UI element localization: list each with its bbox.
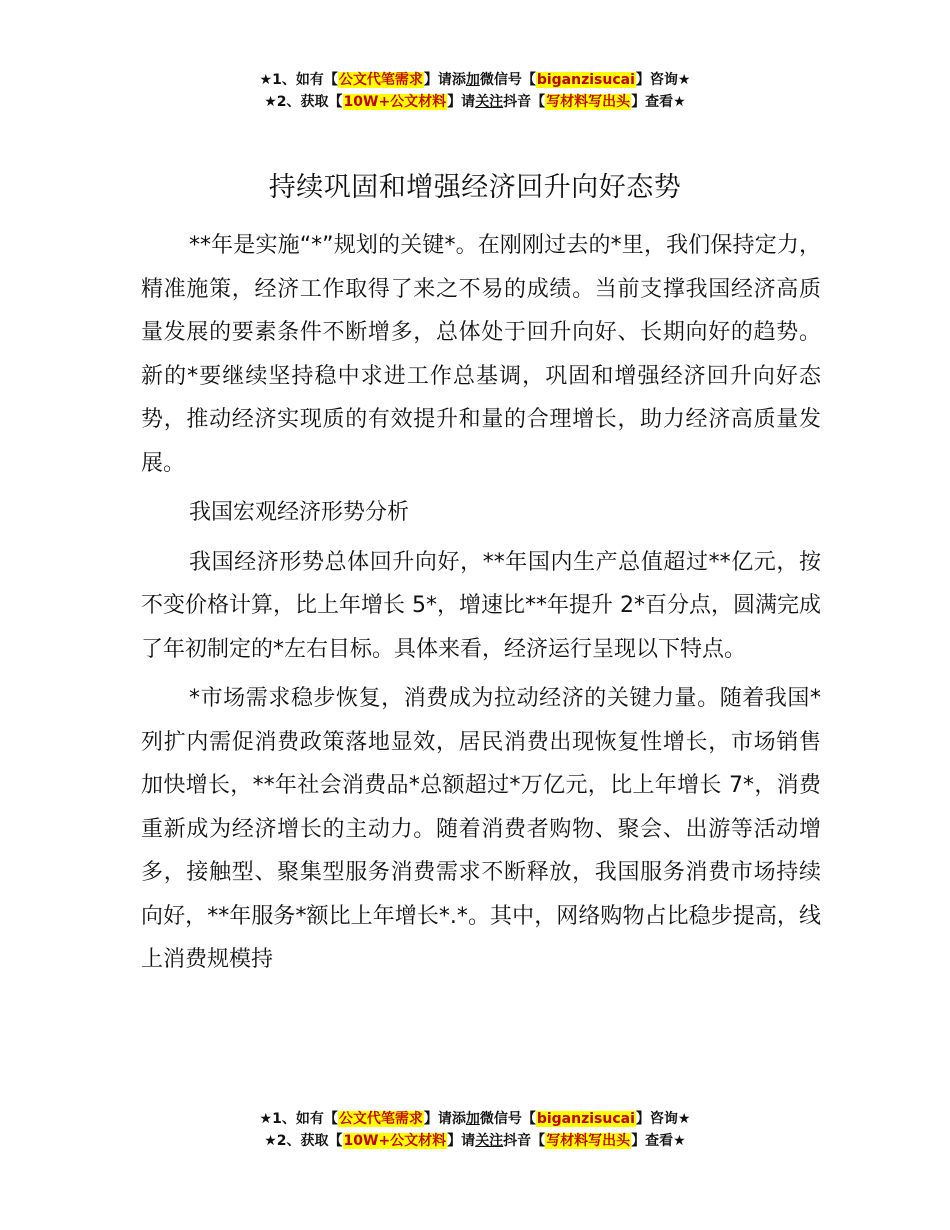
document-body bbox=[141, 224, 821, 988]
banner-text: 】请 bbox=[447, 1133, 476, 1149]
banner-text: 】咨询★ bbox=[635, 1111, 691, 1127]
banner-line-1 bbox=[0, 69, 950, 91]
paragraph: **年是实施“*”规划的关键*。在刚刚过去的*里，我们保持定力，精准施策，经济工作取得了来之不易的成绩。当前支撑我国经济高质量发展的要素条件不断增多，总体处于回升向好、长期向好的趋势。新的*要继续坚持稳中求进工作总基调，巩固和增强经济回升向好态势，推动经济实现质的有效提升和量的合理增长，助力经济高质量发展。 bbox=[141, 233, 821, 476]
highlight-douyin-account: 写材料写出头 bbox=[546, 1133, 631, 1149]
highlight-wechat-id: biganzisucai bbox=[536, 1111, 635, 1127]
banner-underline-text: 加 bbox=[465, 72, 480, 88]
banner-text: 微信号【 bbox=[479, 1111, 536, 1127]
banner-underline-text: 加 bbox=[465, 1111, 480, 1127]
banner-line-2 bbox=[0, 91, 950, 113]
banner-text: 】请添 bbox=[423, 72, 466, 88]
paragraph: 我国经济形势总体回升向好，**年国内生产总值超过**亿元，按不变价格计算，比上年增长 5*，增速比**年提升 2*百分点，圆满完成了年初制定的*左右目标。具体来看，经济运行呈现以下特点。 bbox=[141, 549, 821, 662]
highlight-materials: 10W+公文材料 bbox=[343, 94, 447, 110]
banner-text: ★2、获取【 bbox=[264, 1133, 343, 1149]
banner-text: ★2、获取【 bbox=[264, 94, 343, 110]
highlight-service: 公文代笔需求 bbox=[338, 1111, 423, 1127]
paragraph: *市场需求稳步恢复，消费成为拉动经济的关键力量。随着我国*列扩内需促消费政策落地显效，居民消费出现恢复性增长，市场销售加快增长，**年社会消费品*总额超过*万亿元，比上年增长 7*，消费重新成为经济增长的主动力。随着消费者购物、聚会、出游等活动增多，接触型、聚集型服务消费需求不断释放，我国服务消费市场持续向好，**年服务*额比上年增长*.*。其中，网络购物占比稳步提高，线上消费规模持 bbox=[141, 686, 821, 972]
banner-text: 】咨询★ bbox=[635, 72, 691, 88]
banner-line-2 bbox=[0, 1130, 950, 1152]
banner-text: ★1、如有【 bbox=[259, 1111, 338, 1127]
banner-underline-text: 关注 bbox=[475, 94, 504, 110]
banner-line-1 bbox=[0, 1108, 950, 1130]
highlight-materials: 10W+公文材料 bbox=[343, 1133, 447, 1149]
highlight-wechat-id: biganzisucai bbox=[536, 72, 635, 88]
banner-text: 】查看★ bbox=[631, 94, 686, 110]
banner-text: 】请 bbox=[447, 94, 476, 110]
section-heading: 我国宏观经济形势分析 bbox=[189, 500, 410, 525]
banner-text: 微信号【 bbox=[479, 72, 536, 88]
document-title: 持续巩固和增强经济回升向好态势 bbox=[268, 172, 682, 203]
banner-text: 抖音【 bbox=[503, 1133, 546, 1149]
banner-text: 】请添 bbox=[423, 1111, 466, 1127]
banner-text: 抖音【 bbox=[503, 94, 546, 110]
highlight-douyin-account: 写材料写出头 bbox=[546, 94, 631, 110]
highlight-service: 公文代笔需求 bbox=[338, 72, 423, 88]
banner-underline-text: 关注 bbox=[475, 1133, 504, 1149]
banner-text: 】查看★ bbox=[631, 1133, 686, 1149]
top-banner bbox=[0, 69, 950, 113]
banner-text: ★1、如有【 bbox=[259, 72, 338, 88]
bottom-banner bbox=[0, 1108, 950, 1152]
